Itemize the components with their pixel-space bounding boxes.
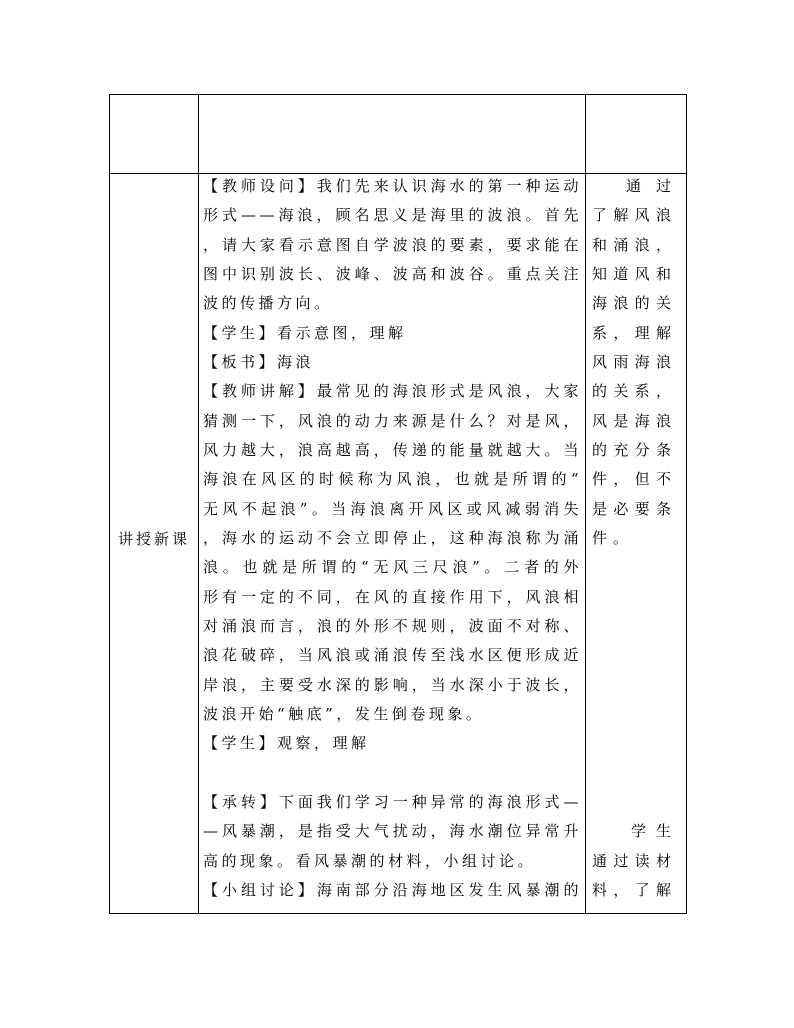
activity-line: 【承转】下面我们学习一种异常的海浪形式— [203,792,582,811]
activity-line: 波的传播方向。 [203,294,333,313]
activity-line: 浪。也就是所谓的“无风三尺浪”。二者的外 [203,558,582,577]
activity-line: 【板书】海浪 [203,352,315,371]
activity-line: 猜测一下，风浪的动力来源是什么？对是风， [203,411,582,430]
table-cell-activity-empty [198,94,586,174]
notes-line: 是必要条 [592,499,677,518]
activity-line: 形式——海浪，顾名思义是海里的波浪。首先 [203,206,582,225]
activity-line: 高的现象。看风暴潮的材料，小组讨论。 [203,851,537,870]
activity-line: 【小组讨论】海南部分沿海地区发生风暴潮的 [203,880,582,899]
activity-line: 【学生】看示意图，理解 [203,323,407,342]
notes-line: 的充分条 [592,440,677,459]
activity-line: 对涌浪而言，浪的外形不规则，波面不对称、 [203,616,582,635]
activity-line: 浪花破碎，当风浪或涌浪传至浅水区便形成近 [203,646,582,665]
notes-line: 通过读材 [592,851,677,870]
activity-line: 风力越大，浪高越高，传递的能量就越大。当 [203,440,582,459]
notes-line: 通过 [626,177,677,195]
table-cell-notes [585,173,687,914]
notes-line: 了解风浪 [592,206,677,225]
activity-line: 海浪在风区的时候称为风浪，也就是所谓的“ [203,470,582,489]
activity-line: ，海水的运动不会立即停止，这种海浪称为涌 [203,528,582,547]
activity-line: ，请大家看示意图自学波浪的要素，要求能在 [203,235,582,254]
activity-text [203,172,582,905]
activity-line: 岸浪，主要受水深的影响，当水深小于波长， [203,675,582,694]
activity-line: —风暴潮，是指受大气扰动，海水潮位异常升 [203,822,582,841]
notes-line: 学生 [631,822,677,841]
notes-line: 风雨海浪 [592,352,677,371]
notes-line: 海浪的关 [592,294,677,313]
activity-line: 波浪开始“触底”，发生倒卷现象。 [203,704,485,723]
table-cell-stage-empty [109,94,199,174]
notes-line: 系，理解 [592,323,677,342]
notes-line: 料，了解 [592,880,677,899]
table-cell-stage [109,173,199,914]
notes-paragraph [592,172,677,553]
activity-line: 图中识别波长、波峰、波高和波谷。重点关注 [203,264,582,283]
notes-paragraph [592,817,677,905]
activity-line: 【学生】观察，理解 [203,734,370,753]
notes-line: 和涌浪， [592,235,677,254]
activity-line: 【教师讲解】最常见的海浪形式是风浪，大家 [203,382,582,401]
notes-line: 风是海浪 [592,411,677,430]
notes-line: 件。 [592,528,635,547]
notes-line: 知道风和 [592,264,677,283]
table-cell-notes-empty [585,94,687,174]
activity-line: 【教师设问】我们先来认识海水的第一种运动 [203,177,582,195]
activity-line: 无风不起浪”。当海浪离开风区或风减弱消失 [203,499,582,518]
notes-line: 件，但不 [592,470,677,489]
notes-line: 的关系， [592,382,677,401]
stage-label: 讲授新课 [117,530,190,548]
table-cell-activity [198,173,586,914]
activity-line: 形有一定的不同，在风的直接作用下，风浪相 [203,587,582,606]
blank-line-spacer [203,759,582,788]
